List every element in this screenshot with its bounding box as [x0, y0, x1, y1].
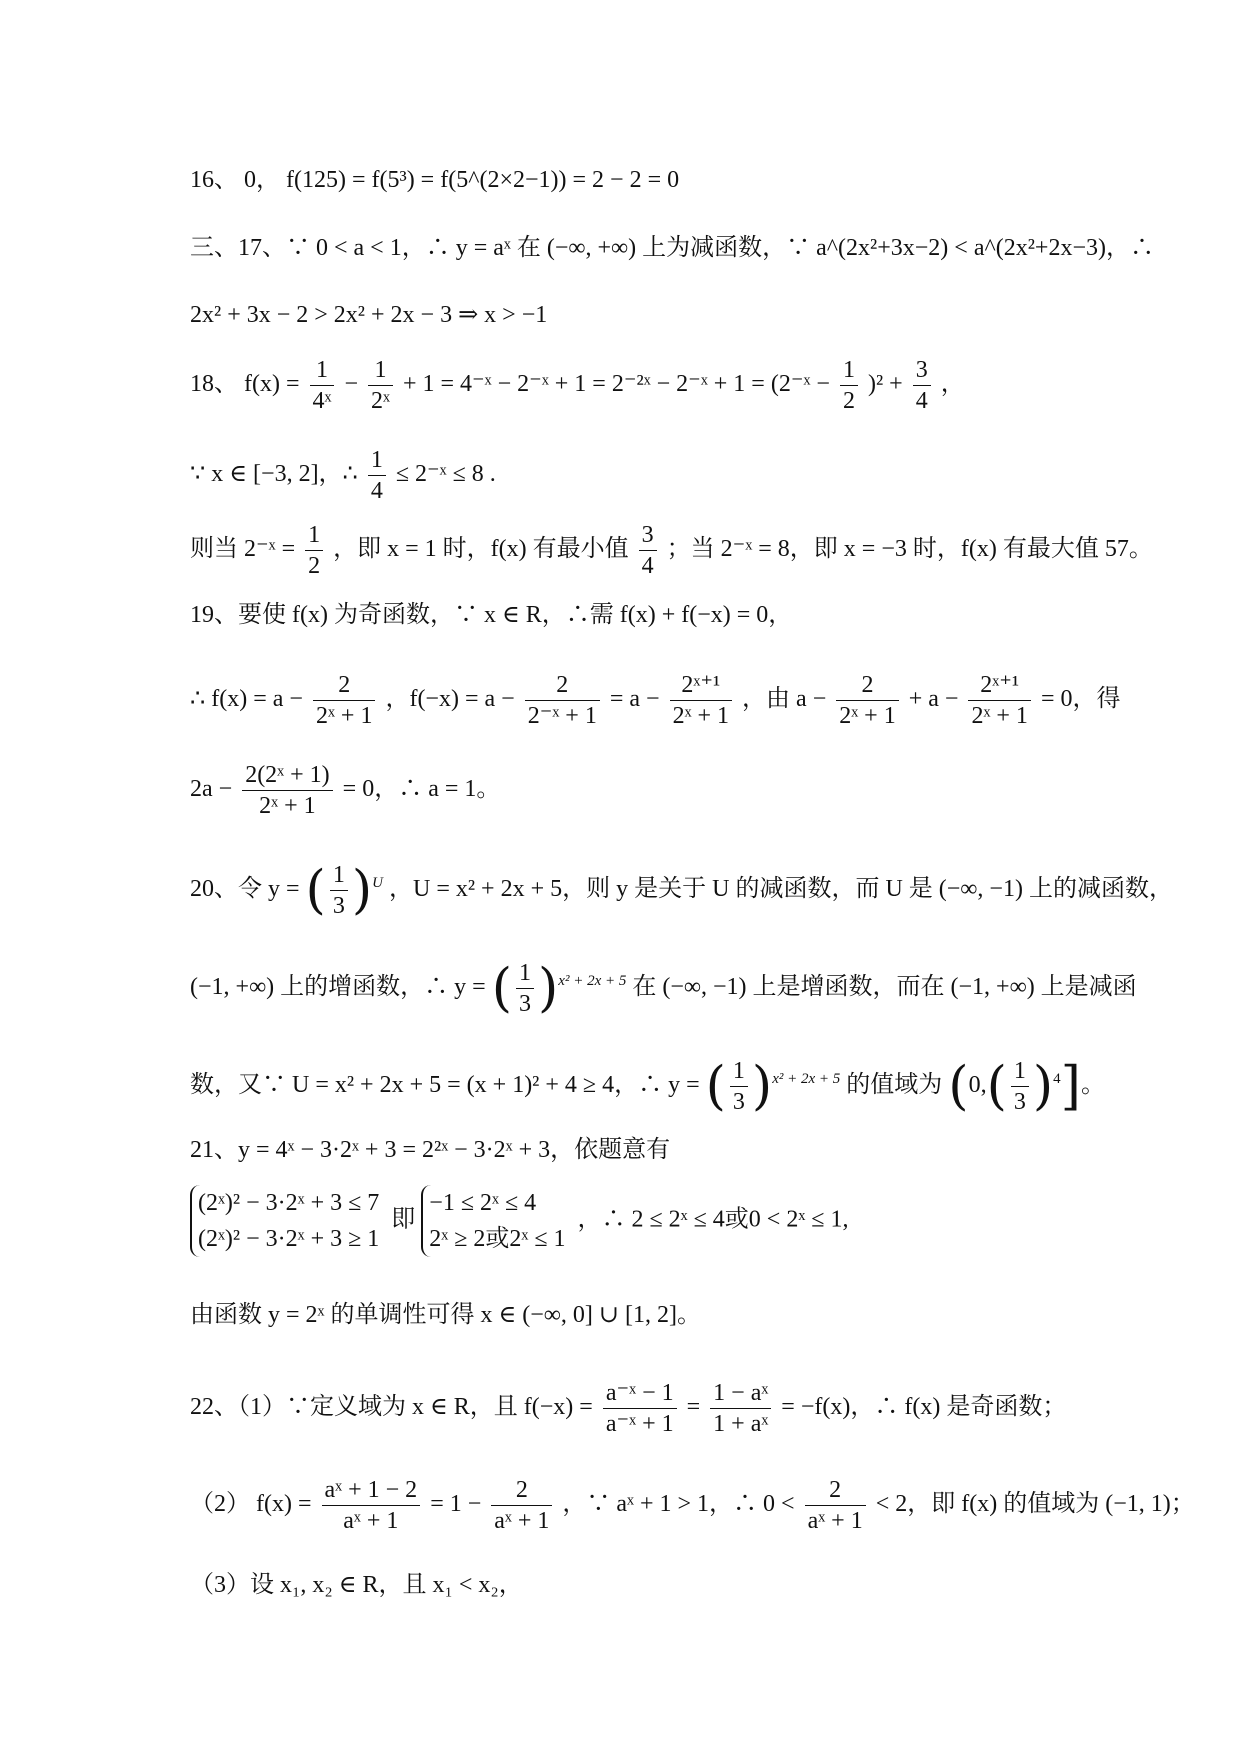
- fraction: [525, 670, 600, 731]
- text: + 1 = 4⁻ˣ − 2⁻ˣ + 1 = 2⁻²ˣ − 2⁻ˣ + 1 = (2⁻ˣ −: [402, 371, 836, 398]
- text: ；当 2⁻ˣ = 8，即 x = −3 时，f(x) 有最大值 57。: [666, 536, 1153, 563]
- fraction: [836, 670, 898, 731]
- num: 1: [315, 357, 328, 383]
- den: 2ˣ + 1: [968, 700, 1030, 731]
- num: 3: [641, 522, 654, 548]
- equation-system: [190, 1185, 379, 1257]
- solution-19-line3: [190, 760, 500, 821]
- text: ，∵ aˣ + 1 > 1，∴ 0 <: [562, 1491, 795, 1518]
- num: 2: [829, 1477, 842, 1503]
- num: 1: [374, 357, 387, 383]
- fraction: [313, 670, 375, 731]
- exponent: 4: [1053, 1071, 1061, 1088]
- paren: (: [491, 958, 512, 1019]
- paren: (: [948, 1056, 969, 1117]
- solution-19-line2: [190, 670, 1120, 731]
- solution-19-line1: 19、要使 f(x) 为奇函数，∵ x ∈ R，∴需 f(x) + f(−x) = 0，: [190, 602, 793, 628]
- den: aˣ + 1: [491, 1505, 552, 1536]
- bracket: ]: [1060, 1056, 1081, 1117]
- den: 4: [639, 550, 657, 581]
- text: 数，又∵ U = x² + 2x + 5 = (x + 1)² + 4 ≥ 4，∴ y =: [190, 1072, 700, 1099]
- solution-20-line2: [190, 958, 1137, 1019]
- den: 3: [730, 1086, 748, 1117]
- text: 的值域为: [846, 1072, 943, 1099]
- fraction: [840, 355, 858, 416]
- solution-22-line1: [190, 1378, 1066, 1439]
- text: （2） f(x) =: [190, 1491, 312, 1518]
- text: 20、令 y =: [190, 876, 300, 903]
- equation: (2ˣ)² − 3·2ˣ + 3 ≤ 7: [198, 1190, 380, 1216]
- fraction: [670, 670, 732, 731]
- den: 4ˣ: [310, 385, 335, 416]
- paren: ): [538, 958, 559, 1019]
- den: 2ˣ: [368, 385, 393, 416]
- num: 2(2ˣ + 1): [245, 762, 330, 788]
- den: 2: [305, 550, 323, 581]
- den: 1 + aˣ: [710, 1408, 771, 1439]
- num: 1: [1013, 1058, 1026, 1084]
- num: 1: [842, 357, 855, 383]
- text: = −f(x)，∴ f(x) 是奇函数；: [781, 1394, 1067, 1421]
- text: 。: [1080, 1072, 1105, 1099]
- num: 2ˣ⁺¹: [980, 672, 1020, 698]
- den: 2⁻ˣ + 1: [525, 700, 600, 731]
- text: ，∴ 2 ≤ 2ˣ ≤ 4或0 < 2ˣ ≤ 1,: [577, 1206, 849, 1233]
- text: ≤ 2⁻ˣ ≤ 8 .: [395, 461, 496, 488]
- solution-21-line1: 21、y = 4ˣ − 3·2ˣ + 3 = 2²ˣ − 3·2ˣ + 3，依题意有: [190, 1137, 671, 1163]
- text: = 0，∴ a = 1。: [342, 776, 501, 803]
- text: 则当 2⁻ˣ =: [190, 536, 296, 563]
- den: 2ˣ + 1: [670, 700, 732, 731]
- fraction: [368, 355, 393, 416]
- solution-18-line2: [190, 445, 496, 506]
- solution-21-line3: 由函数 y = 2ˣ 的单调性可得 x ∈ (−∞, 0] ∪ [1, 2]。: [190, 1302, 701, 1328]
- num: 1: [519, 960, 531, 986]
- equation: −1 ≤ 2ˣ ≤ 4: [429, 1190, 537, 1216]
- num: 2: [338, 672, 351, 698]
- exponent: x² + 2x + 5: [558, 973, 627, 990]
- text: 即: [391, 1206, 416, 1233]
- num: 1: [308, 522, 321, 548]
- fraction: [639, 520, 657, 581]
- paren: (: [305, 860, 326, 921]
- fraction: [805, 1475, 866, 1536]
- solution-20-line1: [190, 860, 1173, 921]
- label-18: 18、: [190, 371, 238, 398]
- den: 2ˣ + 1: [836, 700, 898, 731]
- text: ，由 a −: [742, 686, 827, 713]
- text: ，U = x² + 2x + 5，则 y 是关于 U 的减函数，而 U 是 (−∞, −1) 上的减函数，: [388, 876, 1173, 903]
- text: 0,: [968, 1072, 987, 1099]
- text: f(x) =: [244, 371, 306, 398]
- num: 1: [332, 862, 345, 888]
- den: 2: [840, 385, 858, 416]
- text: )² +: [867, 371, 909, 398]
- num: 3: [915, 357, 928, 383]
- paren: (: [705, 1056, 726, 1117]
- solution-21-line2: [190, 1185, 848, 1257]
- equation: 2ˣ ≥ 2或2ˣ ≤ 1: [429, 1226, 566, 1252]
- den: 2ˣ + 1: [313, 700, 375, 731]
- fraction: [968, 670, 1030, 731]
- den: 4: [913, 385, 931, 416]
- num: 2: [556, 672, 569, 698]
- text: =: [686, 1394, 701, 1421]
- text: −: [344, 371, 364, 398]
- den: 4: [368, 475, 386, 506]
- solution-17-line2: 2x² + 3x − 2 > 2x² + 2x − 3 ⇒ x > −1: [190, 302, 548, 328]
- den: 2ˣ + 1: [242, 790, 332, 821]
- paren: ): [1032, 1056, 1054, 1117]
- den: 3: [330, 890, 348, 921]
- exponent: x² + 2x + 5: [772, 1071, 841, 1088]
- text: + a −: [908, 686, 959, 713]
- fraction: [322, 1475, 421, 1536]
- equation: (2ˣ)² − 3·2ˣ + 3 ≥ 1: [198, 1226, 380, 1252]
- fraction: [603, 1378, 677, 1439]
- num: 2: [515, 1477, 528, 1503]
- text: ，f(−x) = a −: [385, 686, 515, 713]
- num: 1: [370, 447, 383, 473]
- text: < 2，即 f(x) 的值域为 (−1, 1)；: [875, 1491, 1195, 1518]
- den: 3: [1011, 1086, 1029, 1117]
- paren: ): [351, 860, 373, 921]
- fraction: [242, 760, 332, 821]
- num: a⁻ˣ − 1: [605, 1380, 674, 1406]
- text: ∵ x ∈ [−3, 2]，∴: [190, 461, 358, 488]
- paren: ): [751, 1056, 773, 1117]
- text: 22、（1）∵定义域为 x ∈ R，且 f(−x) =: [190, 1394, 593, 1421]
- text: 2a −: [190, 776, 233, 803]
- fraction: [516, 958, 534, 1019]
- paren: (: [986, 1056, 1007, 1117]
- fraction: [368, 445, 386, 506]
- exponent: U: [372, 875, 383, 892]
- den: aˣ + 1: [322, 1505, 421, 1536]
- fraction: [491, 1475, 552, 1536]
- fraction: [310, 355, 335, 416]
- text: ，: [940, 371, 965, 398]
- solution-18-line1: [190, 355, 965, 416]
- fraction: [913, 355, 931, 416]
- den: 3: [516, 988, 534, 1019]
- text: ∴ f(x) = a −: [190, 686, 303, 713]
- num: 2: [861, 672, 874, 698]
- num: 1 − aˣ: [713, 1380, 769, 1406]
- num: aˣ + 1 − 2: [324, 1477, 418, 1503]
- text: = 1 −: [430, 1491, 482, 1518]
- solution-18-line3: [190, 520, 1153, 581]
- solution-16: 16、 0， f(125) = f(5³) = f(5^(2×2−1)) = 2 − 2 = 0: [190, 167, 680, 193]
- den: a⁻ˣ + 1: [603, 1408, 677, 1439]
- fraction: [330, 860, 348, 921]
- solution-22-line3: （3）设 x₁, x₂ ∈ R，且 x₁ < x₂，: [190, 1572, 523, 1598]
- fraction: [710, 1378, 771, 1439]
- fraction: [730, 1056, 748, 1117]
- fraction: [305, 520, 323, 581]
- equation-system: [421, 1185, 565, 1257]
- text: ，即 x = 1 时，f(x) 有最小值: [333, 536, 629, 563]
- text: = 0，得: [1040, 686, 1121, 713]
- solution-22-line2: [190, 1475, 1195, 1536]
- solution-20-line3: [190, 1056, 1105, 1117]
- solution-17-line1: 三、17、∵ 0 < a < 1，∴ y = aˣ 在 (−∞, +∞) 上为减函数，∵ a^(2x²+3x−2) < a^(2x²+2x−3)，∴: [190, 235, 1154, 261]
- text: = a −: [609, 686, 660, 713]
- text: (−1, +∞) 上的增函数，∴ y =: [190, 974, 486, 1001]
- num: 1: [732, 1058, 745, 1084]
- text: 在 (−∞, −1) 上是增函数，而在 (−1, +∞) 上是减函: [632, 974, 1137, 1001]
- den: aˣ + 1: [805, 1505, 866, 1536]
- num: 2ˣ⁺¹: [681, 672, 721, 698]
- fraction: [1011, 1056, 1029, 1117]
